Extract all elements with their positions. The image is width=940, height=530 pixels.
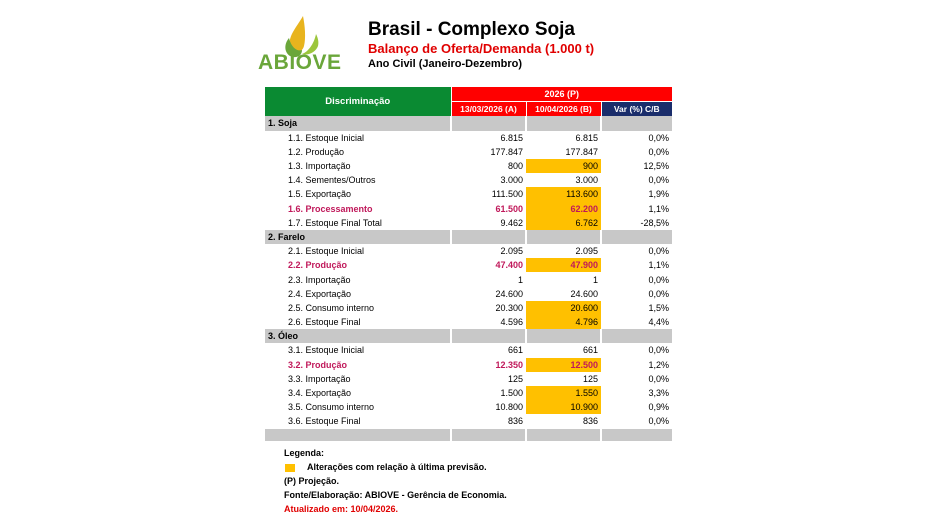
page-title: Brasil - Complexo Soja — [368, 19, 575, 40]
value-a: 12.350 — [495, 359, 523, 370]
row-label: 1.5. Exportação — [288, 189, 352, 200]
value-b: 113.600 — [526, 187, 601, 201]
period-label: Ano Civil (Janeiro-Dezembro) — [368, 58, 523, 70]
row-label: 3.5. Consumo interno — [288, 402, 375, 413]
value-a: 4.596 — [500, 317, 523, 328]
value-a: 1.500 — [500, 388, 523, 399]
table-row — [265, 343, 672, 357]
table-row — [265, 244, 672, 258]
value-var: 0,0% — [648, 274, 670, 285]
footer-spacer — [601, 429, 672, 441]
table-row — [265, 400, 672, 414]
value-a: 125 — [507, 373, 523, 384]
value-b: 4.796 — [526, 315, 601, 329]
table-row — [265, 187, 672, 201]
projection-note: (P) Projeção. — [284, 476, 340, 486]
value-a: 1 — [517, 274, 523, 285]
table-row — [265, 272, 672, 286]
value-var: 0,0% — [648, 132, 670, 143]
value-var: 0,0% — [648, 416, 670, 427]
section-title: 3. Óleo — [265, 329, 451, 343]
value-b: 6.815 — [575, 132, 598, 143]
section-spacer — [451, 230, 526, 244]
table-row — [265, 258, 672, 272]
value-b: 20.600 — [526, 301, 601, 315]
source-note: Fonte/Elaboração: ABIOVE - Gerência de Economia. — [284, 490, 507, 500]
table-footer-row — [265, 429, 672, 441]
section-spacer — [451, 116, 526, 130]
row-label: 2.6. Estoque Final — [288, 317, 361, 328]
table-row — [265, 301, 672, 315]
value-b: 836 — [582, 416, 598, 427]
highlight-swatch — [285, 464, 295, 472]
header-discriminacao: Discriminação — [265, 87, 451, 116]
section-spacer — [526, 116, 601, 130]
section-spacer — [526, 230, 601, 244]
value-b: 6.762 — [526, 216, 601, 230]
row-label: 3.2. Produção — [288, 359, 348, 370]
value-b: 1 — [592, 274, 598, 285]
legend — [284, 446, 507, 516]
value-b: 661 — [582, 345, 598, 356]
value-var: 1,9% — [648, 189, 670, 200]
value-var: 0,9% — [648, 402, 670, 413]
value-a: 111.500 — [491, 189, 523, 200]
row-label: 1.3. Importação — [288, 161, 351, 172]
value-b: 2.095 — [575, 246, 598, 257]
row-label: 3.6. Estoque Final — [288, 416, 361, 427]
value-b: 24.600 — [570, 288, 598, 299]
value-var: 4,4% — [648, 317, 670, 328]
legend-title: Legenda: — [284, 448, 325, 458]
table-row — [265, 372, 672, 386]
row-label: 2.3. Importação — [288, 274, 351, 285]
section-spacer — [601, 329, 672, 343]
value-b: 177.847 — [565, 146, 598, 157]
section-header-row — [265, 230, 672, 244]
logo-wordmark: ABIOVE — [258, 51, 342, 74]
legend-item — [284, 460, 507, 474]
row-label: 2.1. Estoque Inicial — [288, 246, 365, 257]
table-row — [265, 131, 672, 145]
header-col-var: Var (%) C/B — [601, 102, 672, 117]
table-row — [265, 216, 672, 230]
page-subtitle: Balanço de Oferta/Demanda (1.000 t) — [368, 41, 595, 56]
footer-spacer — [265, 429, 451, 441]
value-b: 10.900 — [526, 400, 601, 414]
balance-table — [265, 87, 672, 441]
table-row — [265, 358, 672, 372]
row-label: 1.7. Estoque Final Total — [288, 217, 382, 228]
section-title: 1. Soja — [265, 116, 451, 130]
row-label: 3.3. Importação — [288, 373, 351, 384]
value-a: 836 — [507, 416, 523, 427]
value-var: 12,5% — [643, 161, 670, 172]
value-var: 1,2% — [648, 359, 670, 370]
section-header-row — [265, 329, 672, 343]
table-row — [265, 202, 672, 216]
row-label: 3.1. Estoque Inicial — [288, 345, 365, 356]
section-spacer — [451, 329, 526, 343]
table-row — [265, 159, 672, 173]
value-a: 800 — [507, 161, 523, 172]
legend-item-text: Alterações com relação à última previsão. — [307, 462, 487, 472]
table-row — [265, 287, 672, 301]
value-var: 1,1% — [648, 203, 670, 214]
value-b: 1.550 — [526, 386, 601, 400]
updated-note: Atualizado em: 10/04/2026. — [284, 504, 399, 514]
value-b: 47.900 — [526, 258, 601, 272]
value-var: -28,5% — [640, 217, 670, 228]
value-b: 3.000 — [575, 175, 598, 186]
section-spacer — [601, 230, 672, 244]
value-a: 24.600 — [495, 288, 523, 299]
row-label: 1.1. Estoque Inicial — [288, 132, 365, 143]
row-label: 1.2. Produção — [288, 146, 345, 157]
value-a: 47.400 — [495, 260, 523, 271]
value-a: 2.095 — [500, 246, 523, 257]
table-body — [265, 116, 672, 440]
value-b: 62.200 — [526, 202, 601, 216]
row-label: 2.4. Exportação — [288, 288, 352, 299]
value-var: 0,0% — [648, 246, 670, 257]
value-a: 6.815 — [500, 132, 523, 143]
row-label: 1.4. Sementes/Outros — [288, 175, 376, 186]
header-year: 2026 (P) — [451, 87, 672, 102]
value-var: 3,3% — [648, 388, 670, 399]
value-b: 125 — [582, 373, 598, 384]
section-title: 2. Farelo — [265, 230, 451, 244]
footer-spacer — [526, 429, 601, 441]
value-var: 0,0% — [648, 373, 670, 384]
row-label: 2.2. Produção — [288, 260, 348, 271]
row-label: 2.5. Consumo interno — [288, 302, 375, 313]
value-a: 177.847 — [490, 146, 523, 157]
table-row — [265, 414, 672, 428]
header-col-a: 13/03/2026 (A) — [451, 102, 526, 117]
value-b: 900 — [526, 159, 601, 173]
value-var: 0,0% — [648, 288, 670, 299]
value-a: 661 — [507, 345, 523, 356]
table-row — [265, 145, 672, 159]
value-a: 9.462 — [500, 217, 523, 228]
section-header-row — [265, 116, 672, 130]
footer-spacer — [451, 429, 526, 441]
table-row — [265, 315, 672, 329]
header-col-b: 10/04/2026 (B) — [526, 102, 601, 117]
value-var: 0,0% — [648, 175, 670, 186]
value-var: 1,5% — [648, 302, 670, 313]
value-b: 12.500 — [526, 358, 601, 372]
value-a: 3.000 — [500, 175, 523, 186]
value-var: 0,0% — [648, 345, 670, 356]
section-spacer — [601, 116, 672, 130]
table-row — [265, 173, 672, 187]
value-a: 10.800 — [495, 402, 523, 413]
row-label: 3.4. Exportação — [288, 388, 352, 399]
value-a: 20.300 — [495, 302, 523, 313]
value-a: 61.500 — [495, 203, 523, 214]
row-label: 1.6. Processamento — [288, 203, 373, 214]
value-var: 1,1% — [648, 260, 670, 271]
section-spacer — [526, 329, 601, 343]
value-var: 0,0% — [648, 146, 670, 157]
table-row — [265, 386, 672, 400]
